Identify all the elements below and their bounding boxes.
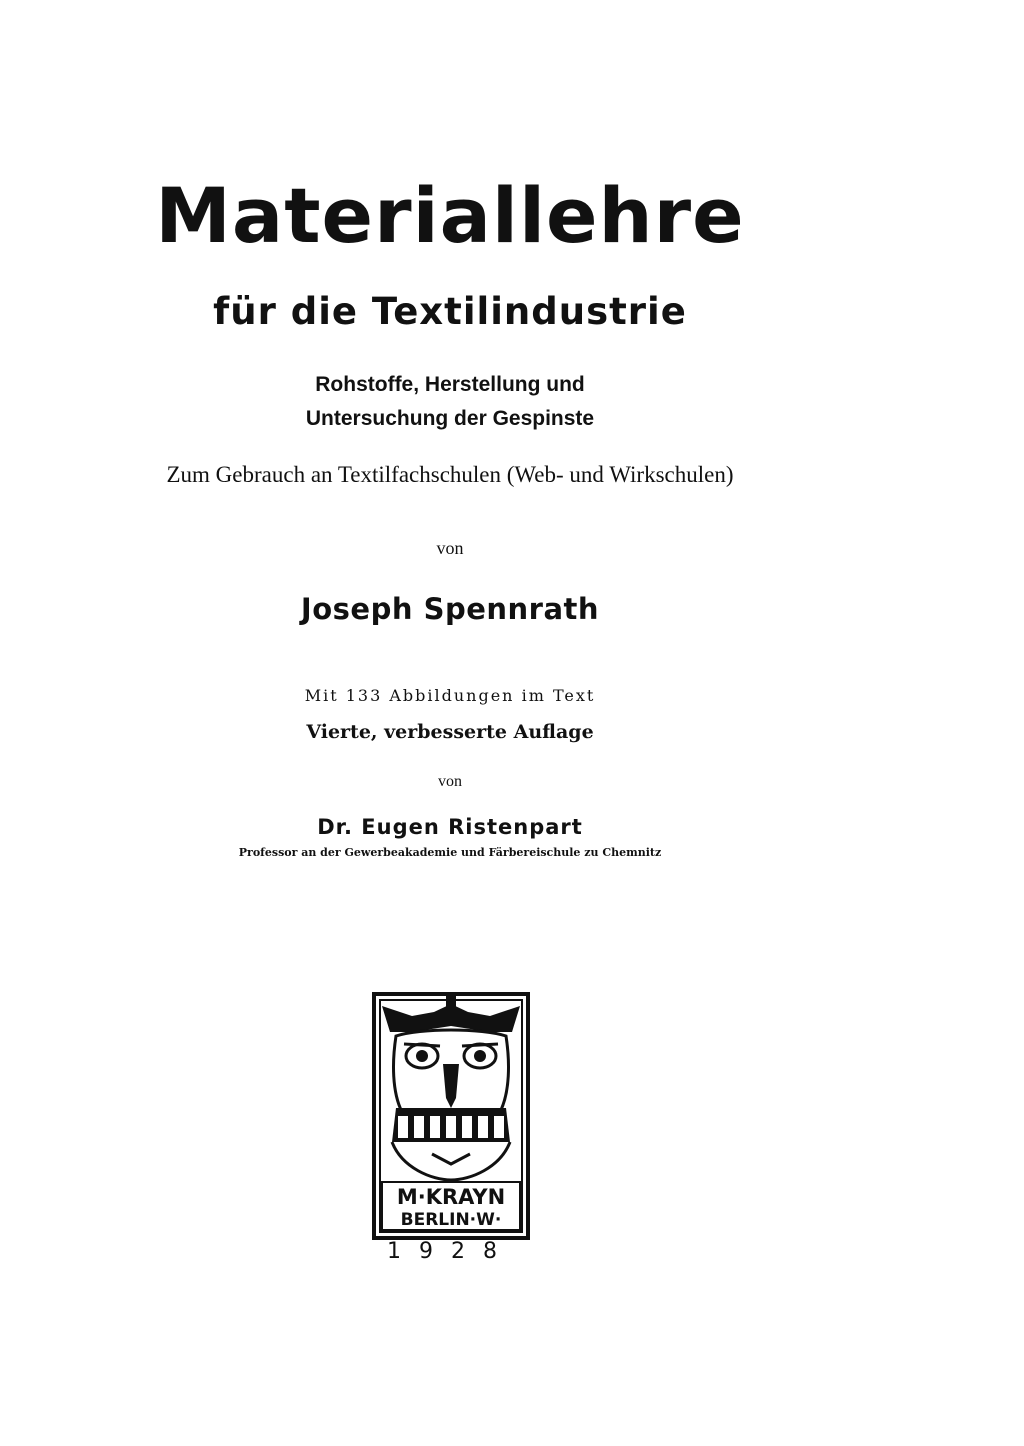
by-label-author: von [436, 538, 464, 558]
description-line-1: Rohstoffe, Herstellung und [315, 373, 585, 396]
book-title: Materiallehre [155, 171, 745, 260]
description-line-2: Untersuchung der Gespinste [305, 407, 595, 430]
by-label-editor: von [438, 773, 462, 790]
editor-affiliation: Professor an der Gewerbeakademie und Färbereischule zu Chemnitz [238, 846, 662, 859]
book-description [0, 368, 900, 436]
logo-text-line2: BERLIN·W· [400, 1210, 502, 1230]
book-subtitle: für die Textilindustrie [213, 290, 687, 333]
illustrations-note: Mit 133 Abbildungen im Text [304, 686, 596, 705]
usage-note: Zum Gebrauch an Textilfachschulen (Web- und Wirkschulen) [166, 462, 734, 487]
publication-year: 1928 [387, 1239, 515, 1264]
edition-statement: Vierte, verbesserte Auflage [306, 721, 594, 743]
editor-name: Dr. Eugen Ristenpart [317, 815, 583, 839]
author-name: Joseph Spennrath [300, 592, 600, 626]
logo-text-line1: M·KRAYN [396, 1185, 506, 1209]
publisher-logo [372, 992, 530, 1264]
